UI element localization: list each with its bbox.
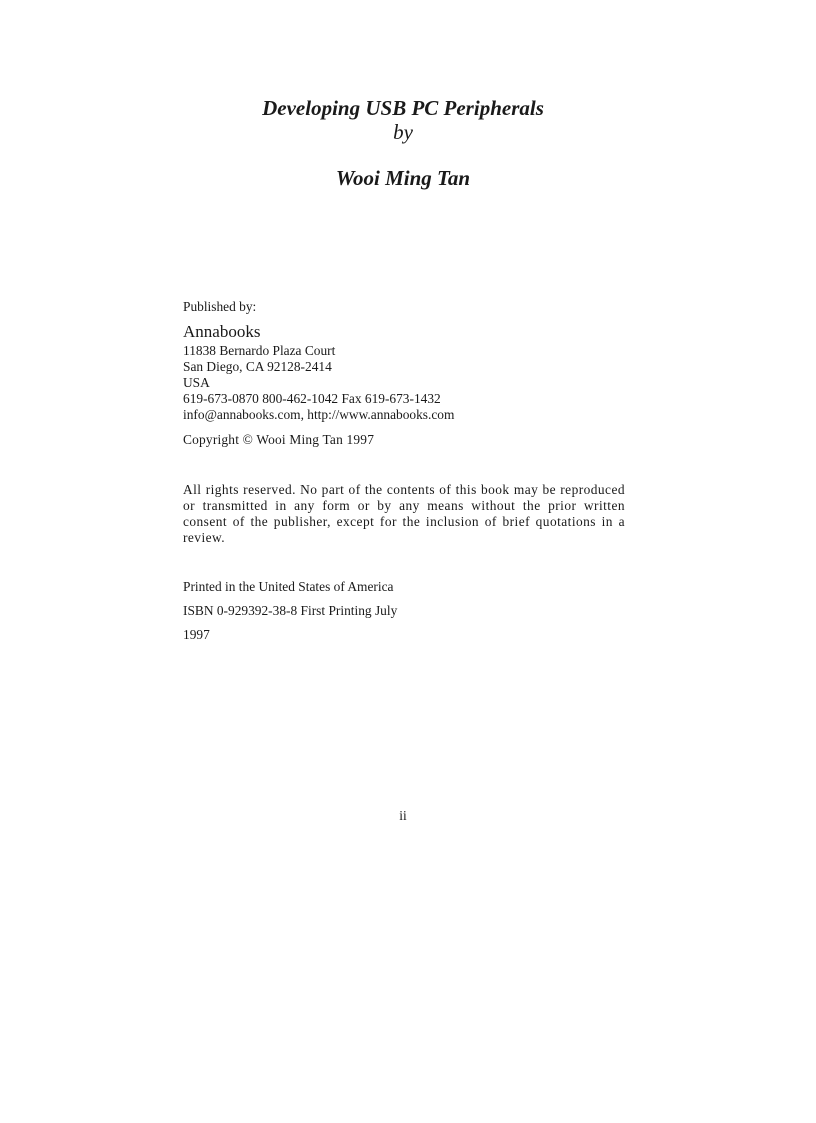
page-number: ii — [399, 808, 407, 823]
book-title: Developing USB PC Peripherals — [262, 96, 544, 120]
contact-line: info@annabooks.com, http://www.annabooks.com — [183, 407, 455, 422]
address-line: 11838 Bernardo Plaza Court — [183, 343, 336, 358]
phone-line: 619-673-0870 800-462-1042 Fax 619-673-1432 — [183, 391, 441, 406]
printed-in: Printed in the United States of America — [183, 579, 394, 594]
rights-notice: All rights reserved. No part of the contents of this book may be reproduced or transmitted in any form or by any means without the prior written consent of the publisher, except for the inclusion of brief quotations in a review. — [183, 482, 625, 545]
isbn-line: ISBN 0-929392-38-8 First Printing July — [183, 603, 398, 618]
published-by-label: Published by: — [183, 299, 257, 314]
copyright-notice: Copyright © Wooi Ming Tan 1997 — [183, 432, 375, 447]
printing-year: 1997 — [183, 627, 210, 642]
author-name: Wooi Ming Tan — [335, 166, 471, 190]
address-line: San Diego, CA 92128-2414 — [183, 359, 332, 374]
by-line: by — [393, 120, 413, 144]
publisher-name: Annabooks — [183, 322, 261, 341]
publisher-address — [183, 343, 625, 423]
address-line: USA — [183, 375, 210, 390]
